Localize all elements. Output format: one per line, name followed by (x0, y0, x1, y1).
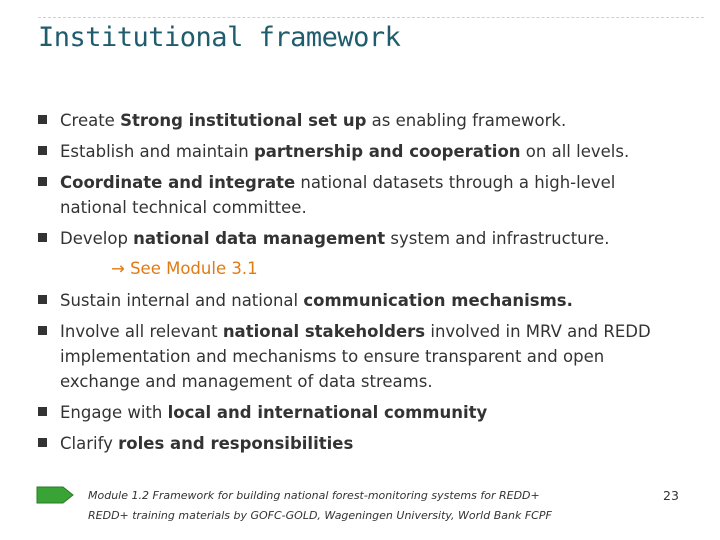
bullet-square-icon (38, 438, 47, 447)
bullet-text: Create Strong institutional set up as enabling framework. (60, 111, 567, 130)
footer-line: REDD+ training materials by GOFC-GOLD, Wageningen University, World Bank FCPF (88, 509, 552, 522)
bullet-text: Sustain internal and national communication mechanisms. (60, 291, 573, 310)
bullet-text: Develop national data management system and infrastructure. (60, 229, 610, 248)
bullet-text: Clarify roles and responsibilities (60, 434, 354, 453)
bullet-square-icon (38, 326, 47, 335)
bullet-text: Engage with local and international community (60, 403, 488, 422)
green-arrow-icon (36, 485, 74, 505)
bullet-square-icon (38, 177, 47, 186)
top-divider (38, 17, 704, 18)
footer-line: Module 1.2 Framework for building national forest-monitoring systems for REDD+ (88, 489, 540, 502)
page-number: 23 (663, 488, 679, 503)
bullet-text: Involve all relevant national stakeholders involved in MRV and REDD implementation and mechanisms to ensure transparent and open exchange and management of data streams. (60, 322, 651, 391)
bullet-square-icon (38, 115, 47, 124)
bullet-square-icon (38, 295, 47, 304)
bullet-text: Establish and maintain partnership and cooperation on all levels. (60, 142, 630, 161)
footer-citation (88, 486, 552, 526)
slide-title: Institutional framework (38, 22, 401, 53)
bullet-square-icon (38, 407, 47, 416)
bullet-text: Coordinate and integrate national datasets through a high-level national technical committee. (60, 173, 616, 217)
bullet-square-icon (38, 233, 47, 242)
module-reference: → See Module 3.1 (111, 259, 258, 278)
bullet-square-icon (38, 146, 47, 155)
